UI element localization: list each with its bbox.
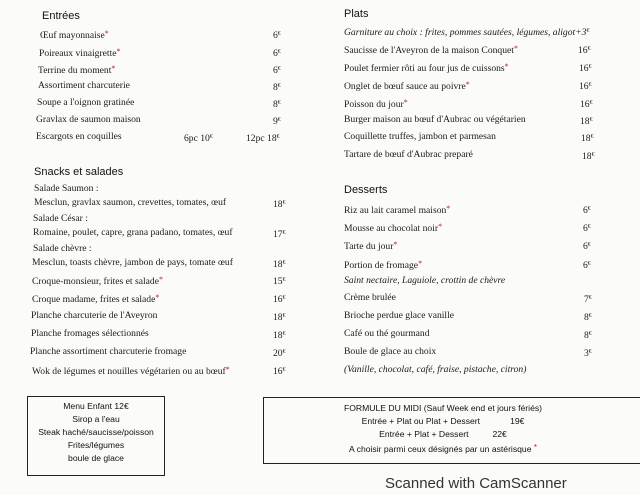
- asterisk: *: [513, 44, 518, 53]
- formula-line: Entrée + Plat ou Plat + Dessert 19€: [361, 416, 525, 426]
- menu-item: Mesclun, toasts chèvre, jambon de pays, tomate œuf: [32, 257, 233, 268]
- price: 15€: [273, 276, 286, 287]
- menu-item: Soupe a l'oignon gratinée: [37, 97, 135, 108]
- menu-item: Planche assortiment charcuterie fromage: [30, 346, 187, 357]
- menu-item: Planche charcuterie de l'Aveyron: [31, 310, 158, 321]
- price: 6€: [583, 205, 591, 216]
- formula-note: A choisir parmi ceux désignés par un astérisque *: [349, 443, 537, 454]
- salad-title: Salade César :: [33, 213, 88, 224]
- section-title-plats: Plats: [344, 8, 369, 20]
- price: 16€: [579, 81, 592, 92]
- price: 16€: [579, 63, 592, 74]
- price: 6€: [583, 223, 591, 234]
- menu-item: Escargots en coquilles: [36, 131, 122, 142]
- kids-menu-line: Steak haché/saucisse/poisson: [38, 427, 154, 437]
- menu-item: Tarte du jour*: [344, 240, 398, 252]
- menu-item: Coquillette truffes, jambon et parmesan: [344, 131, 496, 142]
- salad-title: Salade Saumon :: [34, 183, 99, 194]
- asterisk: *: [158, 275, 163, 284]
- price: 9€: [273, 116, 281, 127]
- kids-menu-line: Sirop a l'eau: [72, 414, 120, 424]
- asterisk: *: [418, 259, 423, 268]
- price: 18€: [273, 312, 286, 323]
- price: 8€: [584, 330, 592, 341]
- asterisk: *: [111, 64, 116, 73]
- section-title-snacks: Snacks et salades: [34, 166, 124, 178]
- price: 8€: [584, 312, 592, 323]
- cheese-note: Saint nectaire, Laguiole, crottin de chèvre: [344, 275, 506, 286]
- menu-item: Saucisse de l'Aveyron de la maison Conquet*: [344, 44, 518, 56]
- menu-item: Terrine du moment*: [38, 64, 116, 76]
- formula-line: Entrée + Plat + Dessert 22€: [379, 429, 507, 439]
- salad-title: Salade chèvre :: [33, 243, 92, 254]
- asterisk: *: [155, 293, 160, 302]
- price: 16€: [273, 366, 286, 377]
- price: 18€: [582, 151, 595, 162]
- menu-item: Mesclun, gravlax saumon, crevettes, tomates, œuf: [34, 197, 227, 208]
- price: 18€: [273, 330, 286, 341]
- menu-item: Œuf mayonnaise*: [40, 29, 109, 41]
- menu-item: Boule de glace au choix: [344, 346, 437, 357]
- price: 18€: [273, 199, 286, 210]
- price: 16€: [580, 99, 593, 110]
- price: 20€: [273, 348, 286, 359]
- price: 18€: [580, 116, 593, 127]
- menu-item: Crème brulée: [344, 292, 396, 303]
- asterisk: *: [446, 204, 451, 213]
- menu-item: Brioche perdue glace vanille: [344, 310, 455, 321]
- price: 7€: [584, 294, 592, 305]
- asterisk: *: [465, 80, 470, 89]
- price: 6€: [273, 48, 281, 59]
- price: 12pc 18€: [246, 133, 280, 144]
- garniture-note: Garniture au choix : frites, pommes sautées, légumes, aligot+3€: [344, 27, 590, 38]
- menu-item: Portion de fromage*: [344, 259, 423, 271]
- kids-menu-title: Menu Enfant 12€: [63, 401, 129, 411]
- kids-menu-line: Frites/légumes: [67, 440, 125, 450]
- menu-item: Poulet fermier rôti au four jus de cuissons*: [344, 62, 509, 74]
- menu-item: Riz au lait caramel maison*: [344, 204, 451, 216]
- ice-cream-flavors: (Vanille, chocolat, café, fraise, pistache, citron): [344, 364, 527, 375]
- asterisk: *: [403, 98, 408, 107]
- asterisk: *: [116, 47, 121, 56]
- menu-item: Poisson du jour*: [344, 98, 408, 110]
- section-title-entrees: Entrées: [42, 10, 80, 22]
- menu-item: Tartare de bœuf d'Aubrac preparé: [344, 149, 473, 160]
- asterisk: *: [393, 240, 398, 249]
- menu-item: Wok de légumes et nouilles végétarien ou au bœuf*: [32, 365, 230, 377]
- price: 16€: [273, 294, 286, 305]
- price: 6€: [583, 241, 591, 252]
- kids-menu-box: [27, 396, 165, 476]
- asterisk: *: [225, 365, 230, 374]
- asterisk: *: [504, 62, 509, 71]
- section-title-desserts: Desserts: [344, 184, 388, 196]
- price-small: 6pc 10€: [184, 133, 213, 144]
- menu-item: Burger maison au bœuf d'Aubrac ou végétarien: [344, 114, 526, 125]
- menu-item: Croque-monsieur, frites et salade*: [32, 275, 163, 287]
- price: 3€: [584, 348, 592, 359]
- price: 6€: [273, 65, 281, 76]
- lunch-formula-box: [263, 397, 640, 464]
- price: 18€: [273, 259, 286, 270]
- menu-item: Café ou thé gourmand: [344, 328, 430, 339]
- asterisk: *: [104, 29, 109, 38]
- price: 8€: [273, 82, 281, 93]
- asterisk: *: [438, 222, 443, 231]
- price: 6€: [273, 30, 281, 41]
- menu-item: Mousse au chocolat noir*: [344, 222, 443, 234]
- price: 8€: [273, 99, 281, 110]
- menu-item: Onglet de bœuf sauce au poivre*: [344, 80, 470, 92]
- menu-item: Gravlax de saumon maison: [36, 114, 141, 125]
- price: 16€: [578, 45, 591, 56]
- menu-item: Assortiment charcuterie: [38, 80, 130, 91]
- price: 17€: [273, 229, 286, 240]
- price: 6€: [583, 260, 591, 271]
- formula-title: FORMULE DU MIDI (Sauf Week end et jours fériés): [343, 403, 543, 413]
- menu-item: Poireaux vinaigrette*: [39, 47, 121, 59]
- menu-item: Romaine, poulet, capre, grana padano, tomates, œuf: [33, 227, 233, 238]
- price: 18€: [581, 133, 594, 144]
- menu-item: Planche fromages sélectionnés: [31, 328, 149, 339]
- menu-item: Croque madame, frites et salade*: [32, 293, 160, 305]
- kids-menu-line: boule de glace: [68, 453, 124, 463]
- asterisk: *: [533, 443, 537, 452]
- camscanner-watermark: Scanned with CamScanner: [385, 475, 567, 492]
